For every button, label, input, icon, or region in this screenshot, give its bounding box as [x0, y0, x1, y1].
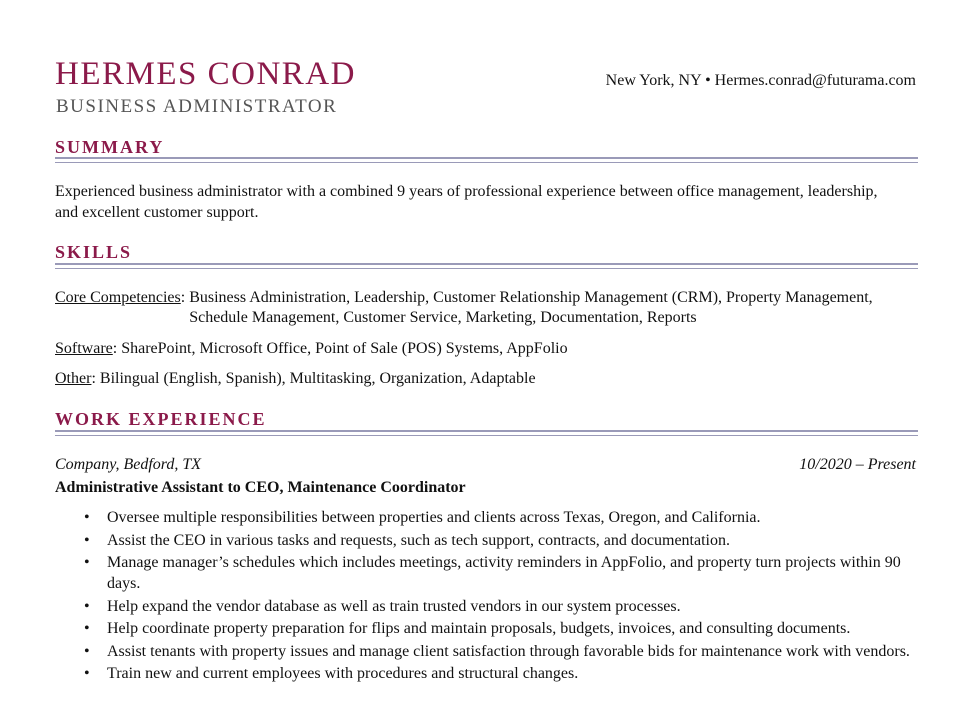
skill-value: Business Administration, Leadership, Customer Relationship Management (CRM), Property Management, Schedule Management, Customer Service, Marketing, Documentation, Reports: [189, 289, 873, 326]
bullet-icon: •: [84, 531, 90, 549]
summary-text: Experienced business administrator with a combined 9 years of professional experience between office management, leadership, and excellent customer support.: [55, 183, 878, 221]
skill-label: Software: [55, 340, 113, 357]
skills-divider: [55, 263, 918, 269]
job-bullet-list: [55, 507, 915, 686]
list-item: • Train new and current employees with procedures and structural changes.: [84, 665, 579, 682]
summary-divider: [55, 157, 918, 163]
job-header: [55, 454, 916, 475]
bullet-icon: •: [84, 597, 90, 615]
candidate-name: HERMES CONRAD: [55, 56, 356, 92]
skills-heading: SKILLS: [55, 242, 133, 262]
list-item: • Manage manager’s schedules which includes meetings, activity reminders in AppFolio, and property turn projects within 90 days.: [84, 554, 901, 592]
candidate-title: BUSINESS ADMINISTRATOR: [56, 96, 338, 117]
list-item: • Assist tenants with property issues and manage client satisfaction through favorable bids for maintenance work with vendors.: [84, 642, 910, 660]
list-item: • Help expand the vendor database as well as train trusted vendors in our system processes.: [84, 597, 681, 615]
bullet-icon: •: [84, 620, 90, 637]
list-item: • Help coordinate property preparation for flips and maintain proposals, budgets, invoices, and consulting documents.: [84, 620, 851, 637]
job-dates: 10/2020 – Present: [799, 456, 916, 473]
summary-heading: SUMMARY: [55, 137, 165, 157]
job-title: Administrative Assistant to CEO, Maintenance Coordinator: [55, 479, 466, 496]
bullet-icon: •: [84, 665, 90, 682]
bullet-icon: •: [84, 509, 90, 526]
skill-row-core: Core Competencies : Business Administration, Leadership, Customer Relationship Management (CRM), Property Management, Schedule Management, Customer Service, Marketing, Documentation, Reports: [55, 288, 915, 328]
experience-divider: [55, 430, 918, 436]
list-item: • Assist the CEO in various tasks and requests, such as tech support, contracts, and documentation.: [84, 531, 730, 549]
skill-label: Core Competencies: [55, 289, 181, 306]
skill-row-software: Software : SharePoint, Microsoft Office, Point of Sale (POS) Systems, AppFolio: [55, 339, 915, 359]
skill-row-other: Other : Bilingual (English, Spanish), Multitasking, Organization, Adaptable: [55, 369, 915, 389]
contact-info: New York, NY • Hermes.conrad@futurama.com: [605, 72, 916, 89]
list-item: • Oversee multiple responsibilities between properties and clients across Texas, Oregon, and California.: [84, 509, 761, 526]
skill-value: SharePoint, Microsoft Office, Point of Sale (POS) Systems, AppFolio: [121, 340, 568, 357]
skill-value: Bilingual (English, Spanish), Multitasking, Organization, Adaptable: [99, 370, 536, 387]
bullet-icon: •: [84, 642, 90, 660]
skill-label: Other: [55, 370, 92, 387]
job-company: Company, Bedford, TX: [55, 456, 202, 473]
bullet-icon: •: [84, 554, 90, 571]
experience-heading: WORK EXPERIENCE: [55, 409, 267, 429]
